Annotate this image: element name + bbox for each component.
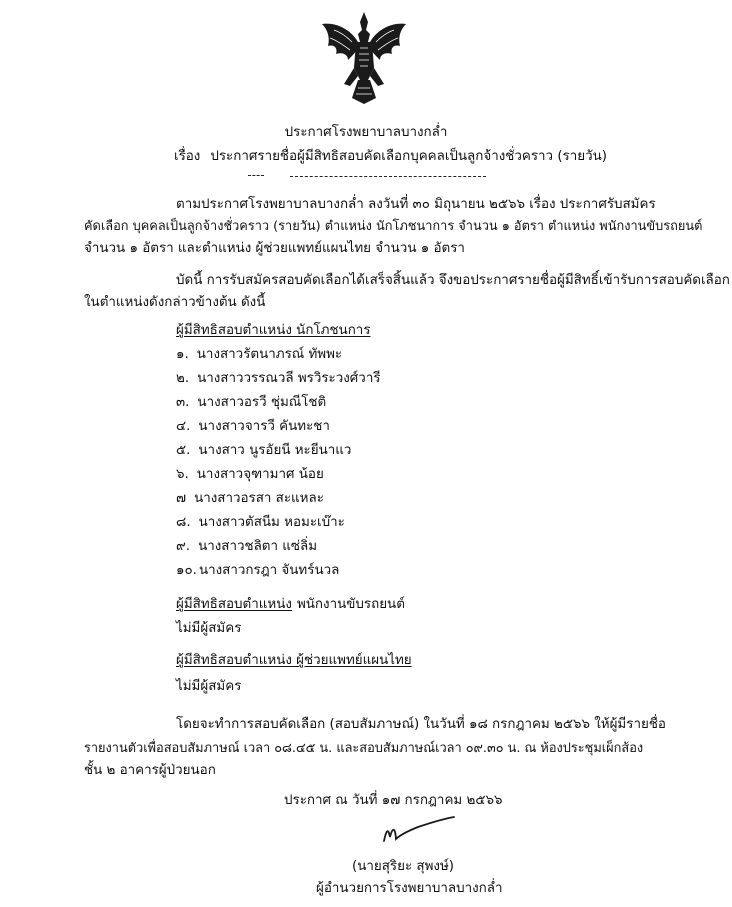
list-item — [176, 538, 317, 556]
list-item-number: ๙. — [176, 539, 191, 554]
header-divider-rule — [290, 176, 486, 177]
list-item-name: นางสาวชลิตา แซ่ลิ่ม — [198, 539, 318, 554]
list-item-name: นางสาวกรฎา จันทร์นวล — [198, 563, 340, 578]
list-item-number: ๖. — [176, 467, 189, 482]
para2-line1: บัดนี้ การรับสมัครสอบคัดเลือกได้เสร็จสิ้นแล้ว จึงขอประกาศรายชื่อผู้มีสิทธิ์เข้ารับการสอบคัดเลือก — [176, 273, 730, 288]
signer-name: (นายสุริยะ สุพงษ์) — [352, 859, 454, 874]
list-item — [176, 346, 342, 364]
subject-text: ประกาศรายชื่อผู้มีสิทธิสอบคัดเลือกบุคคลเป็นลูกจ้างชั่วคราว (รายวัน) — [210, 149, 608, 164]
section2-result: ไม่มีผู้สมัคร — [176, 621, 242, 636]
section2-heading — [176, 596, 405, 614]
list-item-name: นางสาวอรวี ชุ่มณีโชติ — [197, 395, 327, 410]
list-item-number: ๗ — [176, 491, 187, 506]
list-item-name: นางสาวตัสนีม หอมะเบ๊าะ — [198, 515, 345, 530]
list-item-name: นางสาวอรสา สะแหละ — [194, 491, 324, 506]
list-item-name: นางสาววรรณวลี พรวิระวงศ์วารี — [197, 371, 381, 386]
list-item-number: ๘. — [176, 515, 191, 530]
section2-heading-underlined: ผู้มีสิทธิสอบตำแหน่ง — [176, 597, 292, 612]
list-item-number: ๑. — [176, 347, 189, 362]
garuda-emblem-icon — [314, 8, 414, 108]
section2-heading-position: พนักงานขับรถยนต์ — [296, 597, 405, 612]
list-item-name: นางสาวรัตนาภรณ์ ทัพพะ — [196, 347, 343, 362]
para3-line2: รายงานตัวเพื่อสอบสัมภาษณ์ เวลา ๐๘.๔๕ น. และสอบสัมภาษณ์เวลา ๐๙.๓๐ น. ณ ห้องประชุมเผ็กส้อง — [84, 741, 644, 756]
list-item-name: นางสาวจารวี คันทะชา — [198, 419, 330, 434]
para1-line3: จำนวน ๑ อัตรา และตำแหน่ง ผู้ช่วยแพทย์แผนไทย จำนวน ๑ อัตรา — [84, 241, 465, 256]
list-item — [176, 490, 324, 508]
section3-heading: ผู้มีสิทธิสอบตำแหน่ง ผู้ช่วยแพทย์แผนไทย — [176, 653, 412, 668]
subject-label: เรื่อง — [174, 149, 201, 164]
list-item — [176, 394, 326, 412]
para3-line3: ชั้น ๒ อาคารผู้ป่วยนอก — [84, 763, 216, 778]
para2-line2: ในตำแหน่งดังกล่าวข้างต้น ดังนี้ — [84, 295, 266, 310]
subject-line — [174, 148, 607, 166]
signer-title: ผู้อำนวยการโรงพยาบาลบางกล่ำ — [316, 881, 503, 896]
para3-line1: โดยจะทำการสอบคัดเลือก (สอบสัมภาษณ์) ในวันที่ ๑๘ กรกฎาคม ๒๕๖๖ ให้ผู้มีรายชื่อ — [176, 717, 666, 732]
list-item-name: นางสาว นูรอัยนี หะยีนาแว — [198, 443, 352, 458]
announcement-date: ประกาศ ณ วันที่ ๑๗ กรกฎาคม ๒๕๖๖ — [284, 793, 503, 808]
handwritten-signature — [378, 815, 458, 851]
announcement-title: ประกาศโรงพยาบาลบางกล่ำ — [284, 125, 448, 140]
list-item — [176, 370, 381, 388]
list-item — [176, 562, 339, 580]
header-divider — [248, 175, 264, 176]
list-item — [176, 418, 330, 436]
list-item — [176, 514, 345, 532]
section3-result: ไม่มีผู้สมัคร — [176, 679, 242, 694]
para1-line1: ตามประกาศโรงพยาบาลบางกล่ำ ลงวันที่ ๓๐ มิถุนายน ๒๕๖๖ เรื่อง ประกาศรับสมัคร — [176, 197, 656, 212]
list-item-number: ๒. — [176, 371, 190, 386]
list-item-number: ๑๐. — [176, 563, 197, 578]
list-item-name: นางสาวจุฑามาศ น้อย — [196, 467, 324, 482]
list-item — [176, 442, 351, 460]
list-item — [176, 466, 324, 484]
list-item-number: ๓. — [176, 395, 190, 410]
para1-line2: คัดเลือก บุคคลเป็นลูกจ้างชั่วคราว (รายวัน) ตำแหน่ง นักโภชนาการ จำนวน ๑ อัตรา ตำแหน่ง พนักงานขับรถยนต์ — [84, 219, 703, 234]
section1-heading: ผู้มีสิทธิสอบตำแหน่ง นักโภชนการ — [176, 323, 371, 338]
list-item-number: ๕. — [176, 443, 191, 458]
list-item-number: ๔. — [176, 419, 191, 434]
